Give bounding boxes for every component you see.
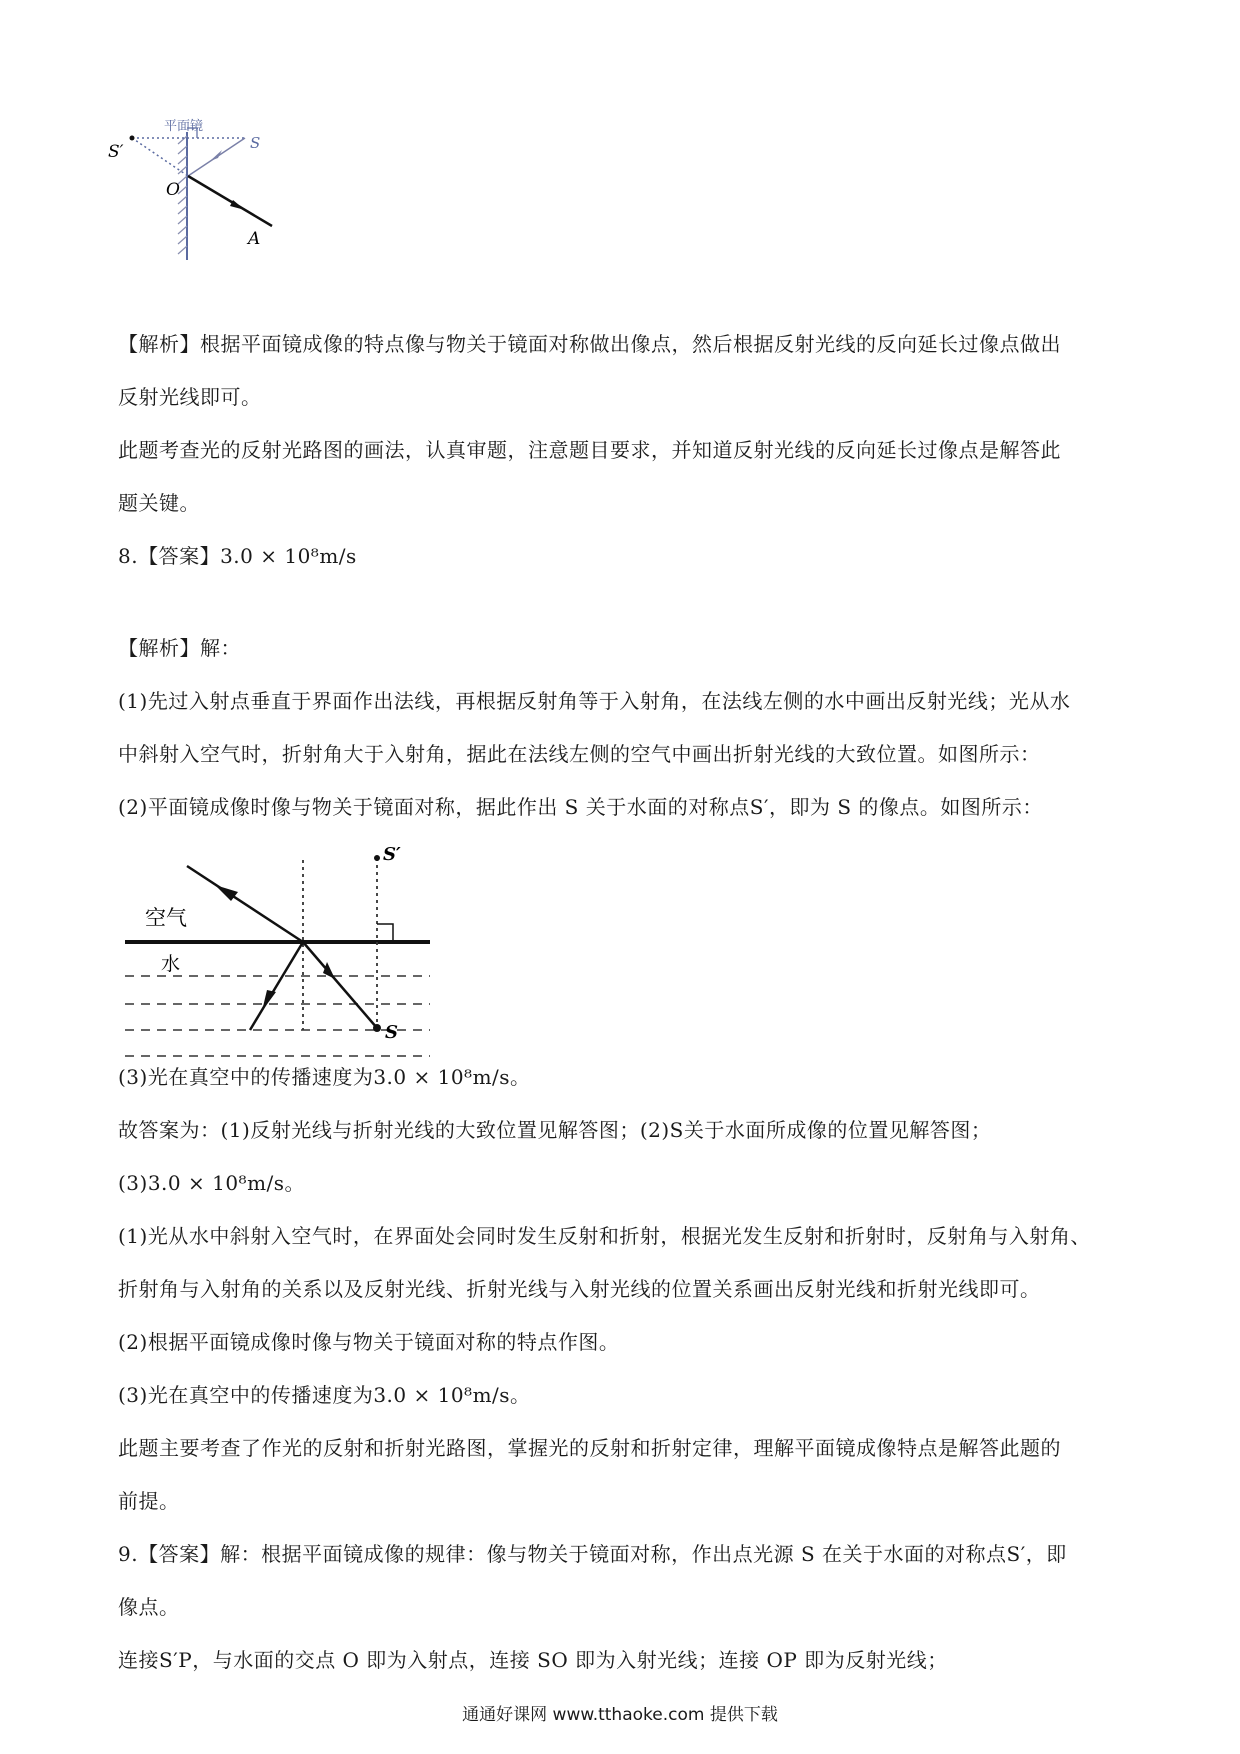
text-line-9: (2)平面镜成像时像与物关于镜面对称，据此作出 S 关于水面的对称点S′，即为 S 的像点。如图所示： (118, 795, 1043, 819)
text-line-20: 像点。 (118, 1595, 180, 1619)
text-line-4: 题关键。 (118, 491, 200, 515)
text-line-13: (1)光从水中斜射入空气时，在界面处会同时发生反射和折射，根据光发生反射和折射时，反射角与入射角、 (118, 1224, 1091, 1248)
point-s-prime-label: S′ (108, 142, 124, 162)
answer-8: 8.【答案】3.0 × 10⁸m/s (118, 544, 357, 568)
point-s-prime-label: S′ (383, 844, 401, 865)
air-label: 空气 (145, 906, 187, 930)
text-line-17: 此题主要考查了作光的反射和折射光路图，掌握光的反射和折射定律，理解平面镜成像特点是解答此题的 (118, 1436, 1061, 1460)
text-line-2: 反射光线即可。 (118, 385, 262, 409)
point-s-label: S (250, 134, 261, 152)
text-line-15: (2)根据平面镜成像时像与物关于镜面对称的特点作图。 (118, 1330, 620, 1354)
text-line-1: 【解析】根据平面镜成像的特点像与物关于镜面对称做出像点，然后根据反射光线的反向延长过像点做出 (118, 332, 1061, 356)
text-line-16: (3)光在真空中的传播速度为3.0 × 10⁸m/s。 (118, 1383, 531, 1407)
mirror-label: 平面镜 (164, 119, 204, 134)
water-label: 水 (161, 953, 181, 975)
point-a-label: A (248, 229, 261, 249)
text-line-11: 故答案为：(1)反射光线与折射光线的大致位置见解答图；(2)S关于水面所成像的位置见解答图； (118, 1118, 992, 1142)
point-s-label: S (385, 1022, 398, 1043)
text-line-12: (3)3.0 × 10⁸m/s。 (118, 1171, 306, 1195)
text-line-14: 折射角与入射角的关系以及反射光线、折射光线与入射光线的位置关系画出反射光线和折射光线即可。 (118, 1277, 1041, 1301)
text-line-21: 连接S′P，与水面的交点 O 即为入射点，连接 SO 即为入射光线；连接 OP 即为反射光线； (118, 1648, 948, 1672)
text-line-7: (1)先过入射点垂直于界面作出法线，再根据反射角等于入射角，在法线左侧的水中画出反射光线；光从水 (118, 689, 1071, 713)
page-footer: 通通好课网 www.tthaoke.com 提供下载 (462, 1705, 778, 1725)
mirror-reflection-figure (100, 110, 320, 280)
point-o-label: O (166, 180, 180, 200)
answer-9: 9.【答案】解：根据平面镜成像的规律：像与物关于镜面对称，作出点光源 S 在关于水面的对称点S′，即 (118, 1542, 1067, 1566)
text-line-8: 中斜射入空气时，折射角大于入射角，据此在法线左侧的空气中画出折射光线的大致位置。如图所示： (118, 742, 1041, 766)
text-line-6: 【解析】解： (118, 636, 241, 660)
text-line-3: 此题考查光的反射光路图的画法，认真审题，注意题目要求，并知道反射光线的反向延长过像点是解答此 (118, 438, 1061, 462)
refraction-figure (115, 830, 435, 1060)
text-line-18: 前提。 (118, 1489, 180, 1513)
text-line-10: (3)光在真空中的传播速度为3.0 × 10⁸m/s。 (118, 1065, 531, 1089)
